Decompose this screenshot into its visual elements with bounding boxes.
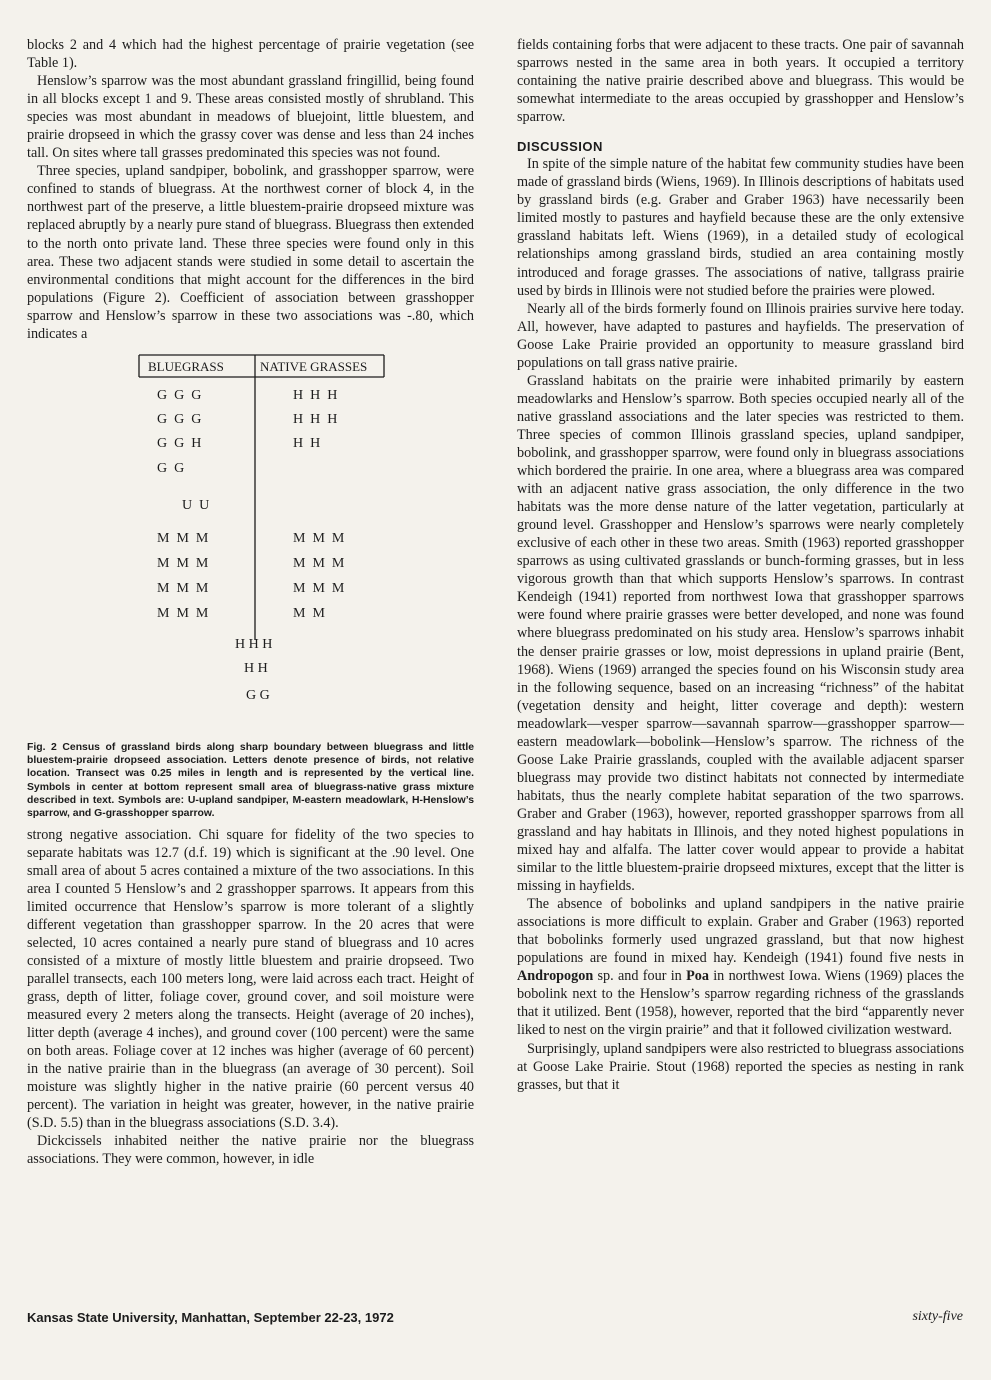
figure-2 — [27, 345, 474, 737]
bluegrass-row: G G G — [157, 387, 202, 403]
paragraph: Henslow’s sparrow was the most abundant grassland fringillid, being found in all blocks except 1 and 9. These areas consisted mostly of shrubland. This species was most abundant in meadows of bluejoint, little bluestem, and prairie dropseed in which the grassy cover was dense and less than 24 inches tall. On sites where tall grasses predominated this species was not found. — [27, 73, 474, 162]
paragraph: Nearly all of the birds formerly found on Illinois prairies survive here today. All, however, have adapted to pastures and hayfields. The preservation of Goose Lake Prairie provided an opportunity to measure grassland bird populations on tall grass native prairie. — [517, 300, 964, 371]
header-native-grasses: NATIVE GRASSES — [260, 358, 368, 374]
right-column — [517, 36, 964, 1094]
genus-name: Andropogon — [517, 968, 594, 985]
conference-footer: Kansas State University, Manhattan, September 22-23, 1972 — [27, 1310, 394, 1325]
mixed-area-row: H H — [244, 660, 268, 676]
section-heading: DISCUSSION — [517, 139, 603, 155]
native-grass-row: M M M — [293, 555, 345, 571]
paragraph: fields containing forbs that were adjacent to these tracts. One pair of savannah sparrows nested in the same area in both years. It occupied a territory containing the native prairie described above and bluegrass. This would be somewhat intermediate to the areas occupied by grasshopper and Henslow’s sparrow. — [517, 37, 964, 126]
header-bluegrass: BLUEGRASS — [148, 358, 224, 374]
figure-caption: Fig. 2 Census of grassland birds along sharp boundary between bluegrass and little bluestem-prairie dropseed association. Letters denote presence of birds, not relative location. Transect was 0.25 miles in length and is represented by the vertical line. Symbols in center at bottom represent small area of bluegrass-native grass mixture described in text. Symbols are: U-upland sandpiper, M-eastern meadowlark, H-Henslow’s sparrow, and G-grasshopper sparrow. — [27, 741, 474, 820]
bluegrass-row: G G H — [157, 435, 202, 451]
paragraph-text: The absence of bobolinks and upland sandpipers in the native prairie associations is more difficult to explain. Graber and Graber (1963) reported that bobolinks formerly used ungrazed grassland, but that now highest populations are found in mixed hay. Kendeigh (1941) found five nests in — [517, 896, 964, 967]
bluegrass-row: U U — [182, 497, 210, 513]
paragraph: Surprisingly, upland sandpipers were also restricted to bluegrass associations at Goose Lake Prairie. Stout (1968) reported the species as nesting in rank grasses, but that it — [517, 1040, 964, 1093]
native-grass-row: M M M — [293, 580, 345, 596]
native-grass-row: M M — [293, 605, 325, 621]
mixed-area-row: G G — [246, 687, 270, 703]
paragraph: Grassland habitats on the prairie were inhabited primarily by eastern meadowlarks and Henslow’s sparrow. Both species occupied nearly all of the native grassland associations and the later species was restricted to them. Three species of common Illinois grassland species, upland sandpiper, bobolink, and grasshopper sparrow, were found only in bluegrass associations which bordered the prairie. In one area, where a bluegrass area was compared with an adjacent native grass association, the only difference in the two habitats was the more dense nature of the latter vegetation, particularly at ground level. Grasshopper and Henslow’s sparrows were nearly completely exclusive of each other in these two areas. Smith (1963) reported grasshopper sparrows as using cultivated grasslands or bunch-forming grasses, but in less vigorous growth than that which supports Henslow’s sparrows. In contrast Kendeigh (1941) reported from northwest Iowa that grasshopper sparrows were found where prairie grasses were better developed, and none was found where bluegrass predominated on his study area. Henslow’s sparrows inhabit the denser prairie grasses or low, moist depressions in upland prairie (Bent, 1968). Wiens (1969) arranged the species found on his Wisconsin study area in the following sequence, based on an increasing “richness” of the habitat (vegetation density and height, litter coverage and depth): western meadowlark—vesper sparrow—savannah sparrow—grasshopper sparrow—eastern meadowlark—bobolink—Henslow’s sparrow. The richness of the Goose Lake Prairie grasslands, coupled with the available adjacent sparser bluegrass may provide two distinct habitats not connected by intermediate habitats, thus the nearly complete habitat separation of the two sparrows. Graber and Graber (1963), however, reported grasshopper sparrows from all grassland and hay habitats in Illinois, and they noted highest populations in mixed hay and alfalfa. The latter cover would appear to provide a habitat similar to the little bluestem-prairie dropseed mixtures, except that the litter is missing in hayfields. — [517, 372, 964, 895]
paragraph: In spite of the simple nature of the habitat few community studies have been made of grassland birds (Wiens, 1969). In Illinois descriptions of habitats used by grassland birds (e.g. Graber and Graber 1963) have necessarily been limited mostly to pastures and hayfield because these are the only extensive grassland habitats left. Wiens (1969), in a detailed study of ecological relationships among grassland birds, studied an area containing mostly introduced and forage grasses. The associations of native, tallgrass prairie used by birds in Illinois were not studied before the prairies were plowed. — [517, 156, 964, 299]
bluegrass-row: M M M — [157, 580, 209, 596]
genus-name: Poa — [686, 968, 709, 985]
paragraph: Three species, upland sandpiper, bobolink, and grasshopper sparrow, were confined to stands of bluegrass. At the northwest corner of block 4, in the northwest part of the preserve, a little bluestem-prairie dropseed mixture was replaced abruptly by a nearly pure stand of bluegrass. Bluegrass then extended to the north onto private land. These three species were found only in this area. These two adjacent stands were studied in some detail to ascertain the environmental conditions that might account for the differences in the bird populations (Figure 2). Coefficient of association between grasshopper sparrow and Henslow’s sparrow in these two associations was -.80, which indicates a — [27, 163, 474, 342]
bluegrass-row: G G — [157, 460, 185, 476]
paragraph: Dickcissels inhabited neither the native prairie nor the bluegrass associations. They were common, however, in idle — [27, 1133, 474, 1168]
paragraph: strong negative association. Chi square for fidelity of the two species to separate habitats was 12.7 (d.f. 19) which is significant at the .90 level. One small area of about 5 acres contained a mixture of the two associations. In this area I counted 5 Henslow’s and 2 grasshopper sparrows. It appears from this limited occurrence that Henslow’s sparrow is more tolerant of a slightly different vegetation than grasshopper sparrow. In the 20 acres that were selected, 10 acres contained a nearly pure stand of bluegrass and 10 acres consisted of a mixture of mostly little bluestem and prairie dropseed. Two parallel transects, each 100 meters long, were laid across each tract. Height of grass, depth of litter, foliage cover, ground cover, and soil moisture were measured every 2 meters along the transects. Height (average of 20 inches), litter depth (average 4 inches), and ground cover (100 percent) were the same on both areas. Foliage cover at 12 inches was higher (average of 60 percent) in the native prairie than in the bluegrass (an average of 30 percent). Soil moisture was slightly higher in the native prairie (60 percent versus 40 percent). The variation in height was greater, however, in the native prairie (S.D. 5.5) than in the bluegrass associations (S.D. 3.4). — [27, 826, 474, 1132]
left-column — [27, 36, 474, 1168]
page-number: sixty-five — [912, 1309, 963, 1324]
mixed-area-row: H H H — [235, 636, 273, 652]
paragraph-text: in northwest Iowa. Wiens (1969) places the bobolink next to the Henslow’s sparrow regarding richness of the grasslands that it utilized. Bent (1958), however, reported that the bird “apparently never liked to nest on the virgin prairie” and that it followed civilization westward. — [517, 968, 964, 1039]
native-grass-row: H H — [293, 435, 321, 451]
bird-census-diagram — [27, 345, 474, 737]
bluegrass-row: M M M — [157, 605, 209, 621]
bluegrass-row: M M M — [157, 530, 209, 546]
paragraph-text: sp. and four in — [593, 968, 687, 985]
paragraph — [517, 895, 964, 1039]
native-grass-row: H H H — [293, 411, 338, 427]
native-grass-row: H H H — [293, 387, 338, 403]
native-grass-row: M M M — [293, 530, 345, 546]
paragraph: blocks 2 and 4 which had the highest percentage of prairie vegetation (see Table 1). — [27, 37, 474, 72]
bluegrass-row: G G G — [157, 411, 202, 427]
bluegrass-row: M M M — [157, 555, 209, 571]
